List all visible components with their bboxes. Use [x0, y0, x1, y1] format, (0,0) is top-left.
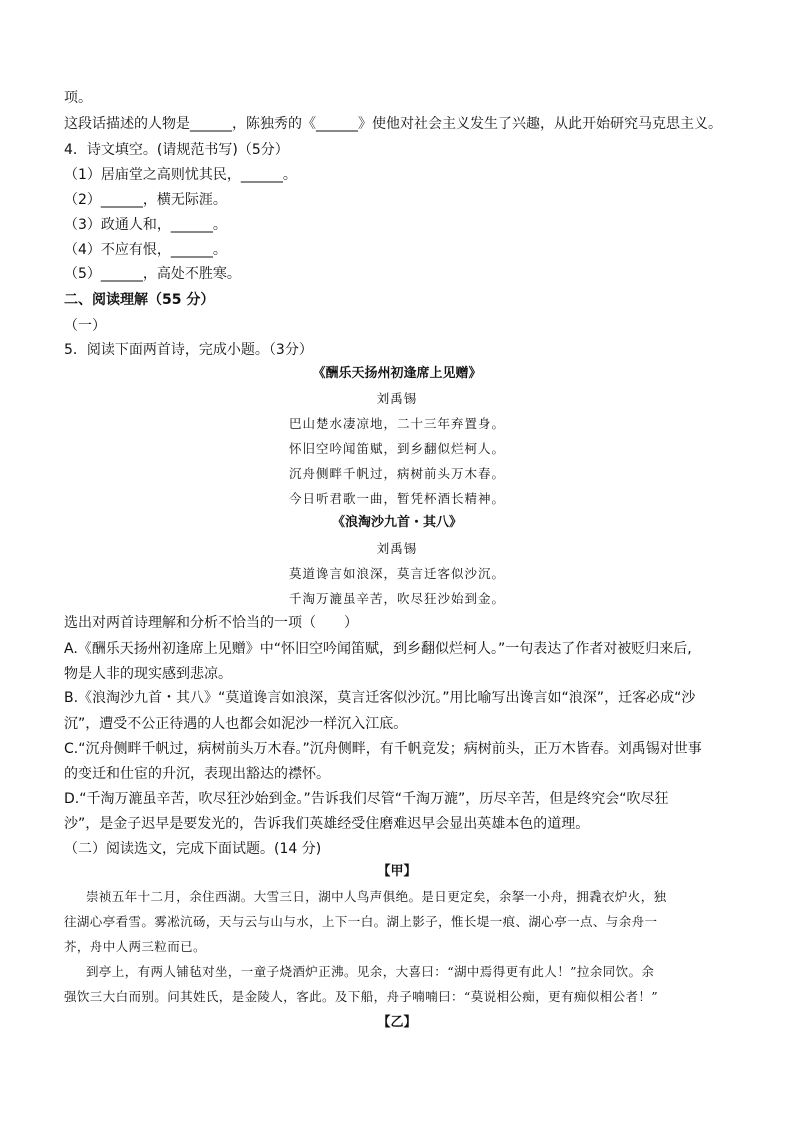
poem1-author: 刘禹锡: [376, 391, 418, 406]
passage-line: 崇祯五年十二月，余住西湖。大雪三日，湖中人鸟声俱绝。是日更定矣，余拏一小舟，拥毳衣炉火，独: [86, 889, 667, 904]
poem1-title: 《酬乐天扬州初逢席上见赠》: [312, 366, 482, 381]
option-text: 沉”，遭受不公正待遇的人也都会如泥沙一样沉入江底。: [64, 716, 408, 732]
passage-line: 往湖心亭看雪。雾凇沆砀，天与云与山与水，上下一白。湖上影子，惟长堤一痕、湖心亭一点、与余舟一: [64, 914, 658, 929]
poem2-title: 《浪淘沙九首・其八》: [331, 515, 462, 530]
q4-item: （3）政通人和，______。: [64, 217, 227, 233]
poem1-line: 沉舟侧畔千帆过，病树前头万木春。: [288, 466, 505, 481]
option-text: B.《浪淘沙九首・其八》“莫道谗言如浪深，莫言迁客似沙沉。”用比喻写出谗言如“浪深”，迁客必成“沙: [64, 690, 696, 706]
part-label: （二）阅读选文，完成下面试题。(14 分): [64, 841, 322, 857]
q5-question: 选出对两首诗理解和分析不恰当的一项（ ）: [64, 615, 358, 631]
passage-label-yi: 【乙】: [377, 1015, 417, 1030]
option-text: 物是人非的现实感到悲凉。: [64, 666, 232, 682]
passage-line: 强饮三大白而别。问其姓氏，是金陵人，客此。及下船，舟子喃喃曰：“莫说相公痴，更有痴似相公者！”: [64, 989, 659, 1004]
q4-item: （2）______，横无际涯。: [64, 192, 227, 208]
option-text: 的变迁和仕宦的升沉，表现出豁达的襟怀。: [64, 766, 330, 782]
option-text: 沙”，是金子迟早是要发光的，告诉我们英雄经受住磨难迟早会显出英雄本色的道理。: [64, 816, 590, 832]
passage-line: 芥，舟中人两三粒而已。: [64, 939, 206, 954]
passage-label-jia: 【甲】: [377, 864, 417, 879]
q4-item: （1）居庙堂之高则忧其民，______。: [64, 167, 297, 183]
poem2-author: 刘禹锡: [376, 541, 418, 556]
option-text: C.“沉舟侧畔千帆过，病树前头万木春。”沉舟侧畔，有千帆竞发；病树前头，正万木皆春。刘禹锡对世事: [64, 741, 702, 757]
poem1-line: 怀旧空吟闻笛赋，到乡翻似烂柯人。: [288, 441, 505, 456]
poem2-line: 千淘万漉虽辛苦，吹尽狂沙始到金。: [288, 591, 505, 606]
q4-item: （4）不应有恨，______。: [64, 242, 227, 258]
poem2-line: 莫道谗言如浪深，莫言迁客似沙沉。: [288, 566, 505, 581]
q5-title: 5．阅读下面两首诗，完成小题。（3分）: [64, 342, 313, 358]
section-heading: 二、阅读理解（55 分）: [64, 292, 215, 308]
passage-line: 到亭上，有两人铺毡对坐，一童子烧酒炉正沸。见余，大喜曰：“湖中焉得更有此人！”拉余同饮。余: [86, 964, 655, 979]
option-text: A.《酬乐天扬州初逢席上见赠》中“怀旧空吟闻笛赋，到乡翻似烂柯人。”一句表达了作者对被贬归来后,: [64, 641, 692, 657]
poem1-line: 巴山楚水凄凉地，二十三年弃置身。: [288, 416, 505, 431]
poem1-line: 今日听君歌一曲，暂凭杯酒长精神。: [288, 491, 505, 506]
q4-title: 4．诗文填空。(请规范书写)（5分）: [64, 142, 289, 158]
part-label: （一）: [64, 318, 106, 334]
q4-item: （5）______，高处不胜寒。: [64, 266, 241, 282]
option-text: D.“千淘万漉虽辛苦，吹尽狂沙始到金。”告诉我们尽管“千淘万漉”，历尽辛苦，但是终究会“吹尽狂: [64, 791, 669, 807]
text-fragment: 项。: [64, 90, 92, 106]
paragraph: 这段话描述的人物是______，陈独秀的《______》使他对社会主义发生了兴趣，从此开始研究马克思主义。: [64, 116, 722, 132]
